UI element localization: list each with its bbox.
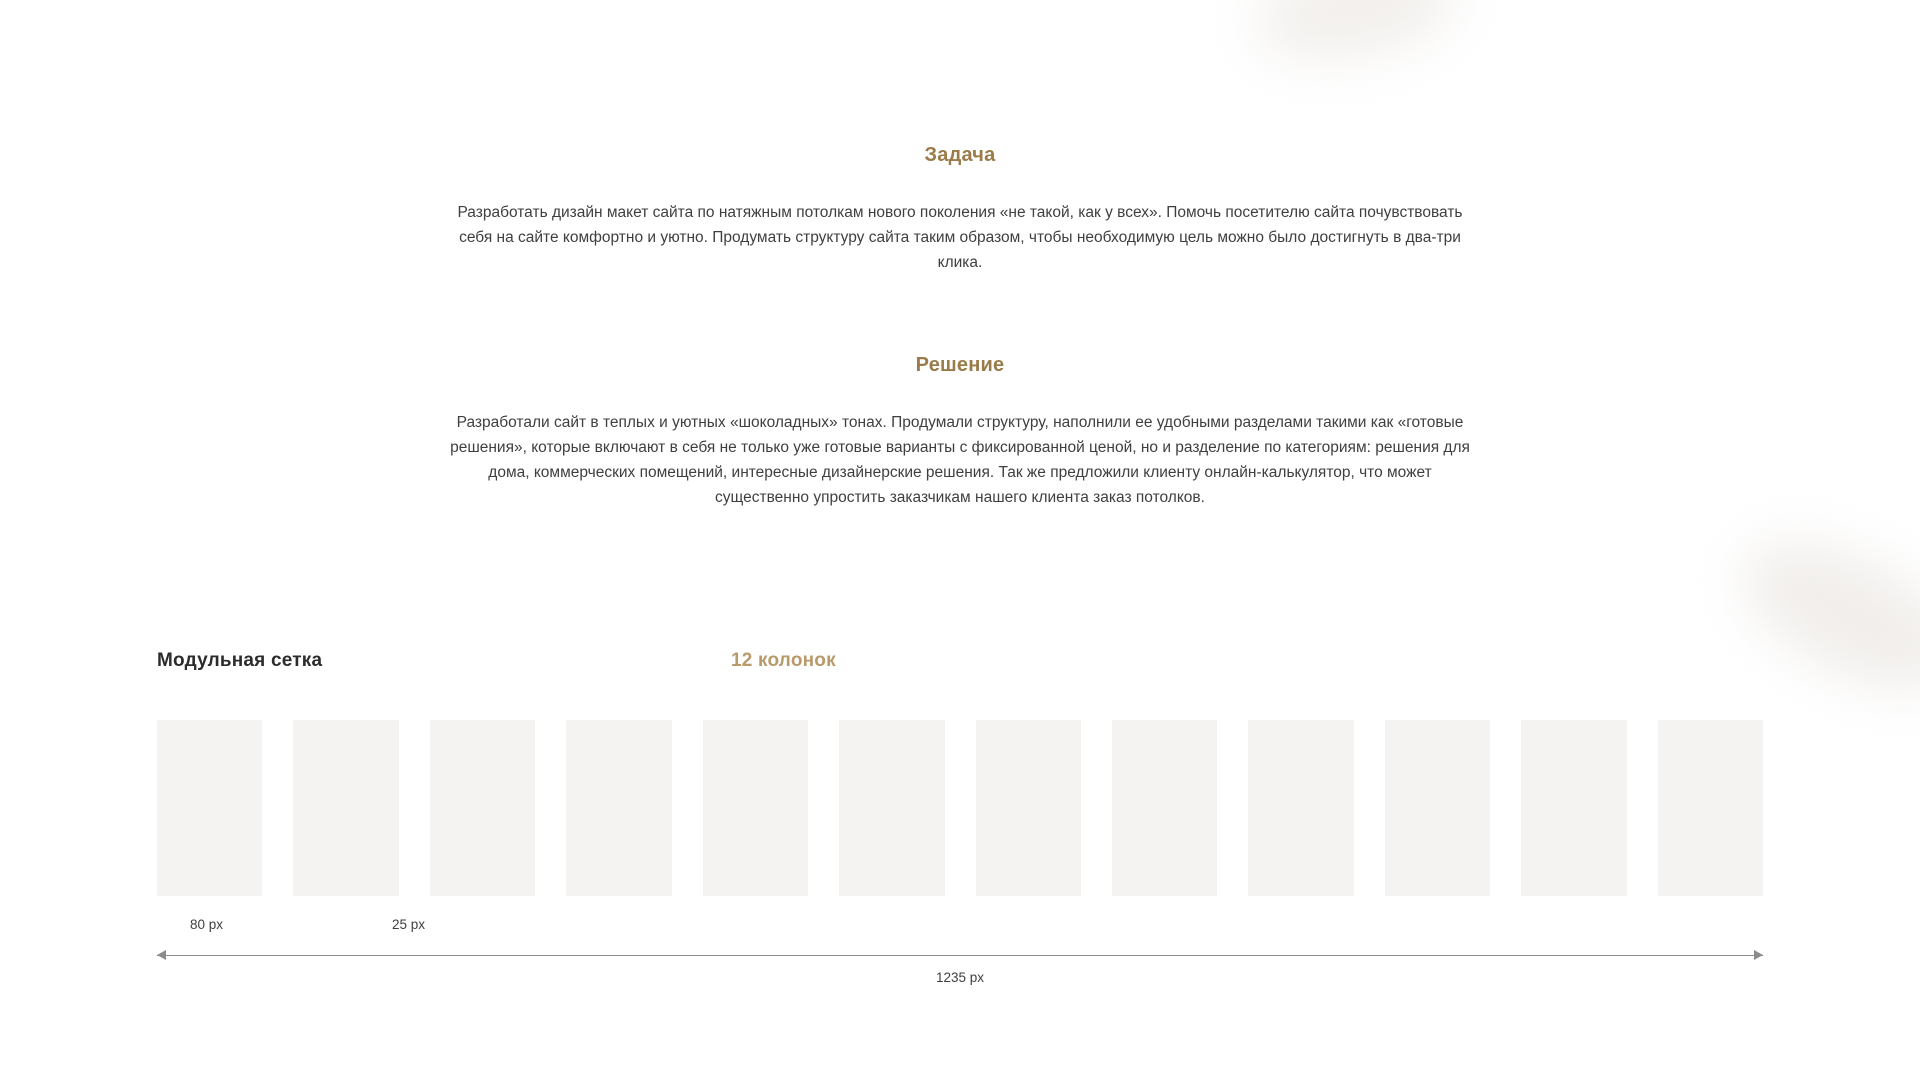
grid-column-block bbox=[1658, 720, 1763, 896]
column-width-label: 80 px bbox=[190, 917, 224, 932]
decorative-blur-top bbox=[1248, 0, 1462, 74]
grid-columns-label: 12 колонок bbox=[731, 650, 836, 671]
grid-column-block bbox=[1385, 720, 1490, 896]
grid-column-block bbox=[703, 720, 808, 896]
decorative-blur-right bbox=[1723, 512, 1920, 717]
solution-title: Решение bbox=[915, 354, 1005, 376]
task-title: Задача bbox=[924, 144, 996, 166]
solution-body: Разработали сайт в теплых и уютных «шоколадных» тонах. Продумали структуру, наполнили ее удобными разделами такими как «готовые решения», которые включают в себя не только уже готовые варианты с фиксированной ценой, но и разделение по категориям: решения для дома, коммерческих помещений, интересные дизайнерские решения. Так же предложили клиенту онлайн-калькулятор, что может существенно упростить заказчикам нашего клиента заказ потолков. bbox=[450, 414, 1470, 507]
task-section bbox=[0, 144, 1920, 275]
grid-heading: Модульная сетка bbox=[157, 650, 323, 671]
grid-column-block bbox=[839, 720, 944, 896]
solution-section bbox=[0, 354, 1920, 510]
grid-column-block bbox=[566, 720, 671, 896]
grid-column-block bbox=[976, 720, 1081, 896]
grid-columns bbox=[157, 720, 1763, 896]
task-body: Разработать дизайн макет сайта по натяжным потолкам нового поколения «не такой, как у всех». Помочь посетителю сайта почувствовать себя на сайте комфортно и уютно. Продумать структуру сайта таким образом, чтобы необходимую цель можно было достигнуть в два-три клика. bbox=[457, 204, 1463, 272]
arrow-cap-right-icon bbox=[1754, 950, 1763, 960]
grid-column-block bbox=[1521, 720, 1626, 896]
gutter-width-label: 25 px bbox=[392, 917, 426, 932]
arrow-line bbox=[157, 955, 1763, 956]
grid-column-block bbox=[1112, 720, 1217, 896]
arrow-cap-left-icon bbox=[157, 950, 166, 960]
total-width-arrow bbox=[157, 950, 1763, 962]
total-width-label: 1235 px bbox=[935, 970, 985, 985]
grid-column-block bbox=[157, 720, 262, 896]
grid-column-block bbox=[293, 720, 398, 896]
grid-column-block bbox=[1248, 720, 1353, 896]
grid-column-block bbox=[430, 720, 535, 896]
